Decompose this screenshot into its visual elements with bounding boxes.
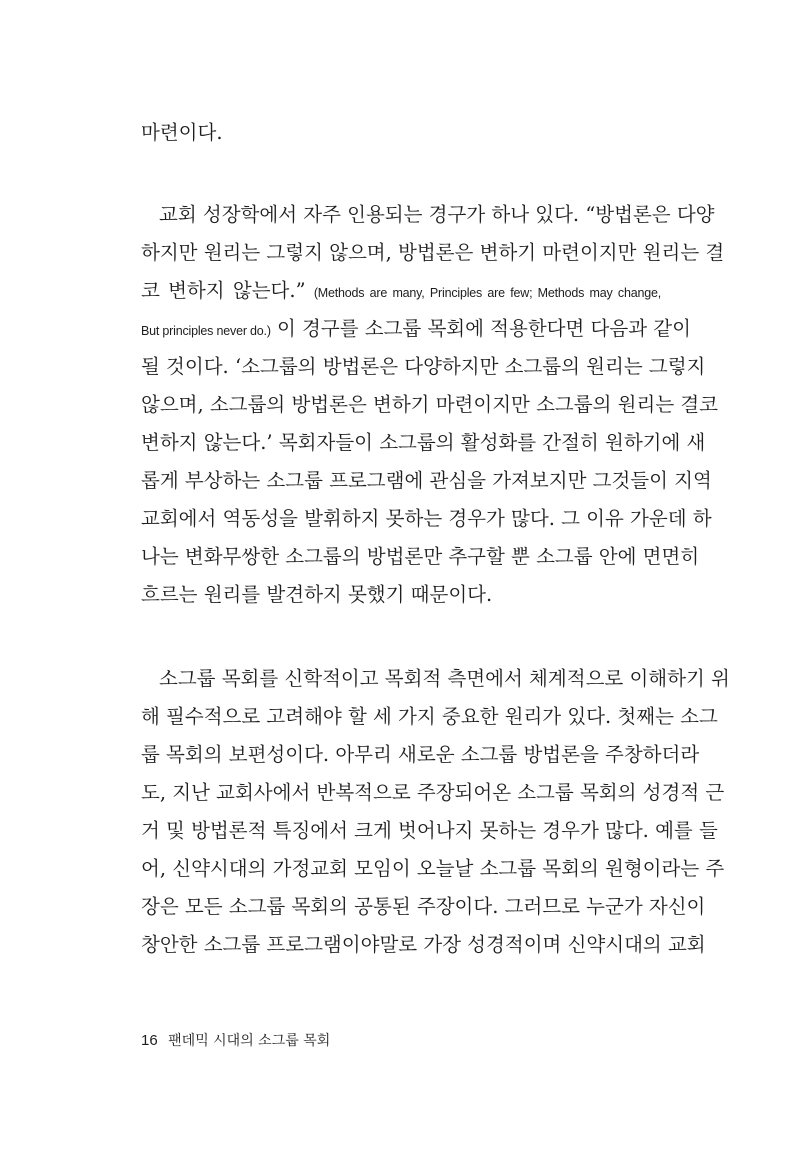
- page-number: 16: [141, 1032, 158, 1049]
- text-line: [141, 314, 691, 346]
- text-line: 해 필수적으로 고려해야 할 세 가지 중요한 원리가 있다. 첫째는 소그: [141, 705, 718, 728]
- text-line: 변하지 않는다.’ 목회자들이 소그룹의 활성화를 간절히 원하기에 새: [141, 431, 706, 454]
- text-line: 나는 변화무쌍한 소그룹의 방법론만 추구할 뿐 소그룹 안에 면면히: [141, 545, 700, 568]
- text-line: 하지만 원리는 그렇지 않으며, 방법론은 변하기 마련이지만 원리는 결: [141, 241, 725, 264]
- quote-application-text: 이 경구를 소그룹 목회에 적용한다면 다음과 같이: [277, 317, 691, 340]
- english-quote-text: (Methods are many, Principles are few; Methods may change,: [313, 286, 661, 300]
- text-line: 룹 목회의 보편성이다. 아무리 새로운 소그룹 방법론을 주창하더라: [141, 743, 700, 766]
- text-line: 교회 성장학에서 자주 인용되는 경구가 하나 있다. “방법론은 다양: [159, 203, 715, 226]
- text-line: 될 것이다. ‘소그룹의 방법론은 다양하지만 소그룹의 원리는 그렇지: [141, 355, 706, 378]
- text-line: 장은 모든 소그룹 목회의 공통된 주장이다. 그러므로 누군가 자신이: [141, 895, 706, 918]
- text-line: 소그룹 목회를 신학적이고 목회적 측면에서 체계적으로 이해하기 위: [159, 667, 730, 690]
- text-line: 거 및 방법론적 특징에서 크게 벗어나지 못하는 경우가 많다. 예를 들: [141, 819, 718, 842]
- text-line: 마련이다.: [141, 121, 223, 144]
- text-line: 롭게 부상하는 소그룹 프로그램에 관심을 가져보지만 그것들이 지역: [141, 469, 712, 492]
- text-line: 않으며, 소그룹의 방법론은 변하기 마련이지만 소그룹의 원리는 결코: [141, 393, 719, 416]
- text-line: 창안한 소그룹 프로그램이야말로 가장 성경적이며 신약시대의 교회: [141, 933, 706, 956]
- text-line: [141, 276, 661, 308]
- text-line: 교회에서 역동성을 발휘하지 못하는 경우가 많다. 그 이유 가운데 하: [141, 507, 712, 530]
- quote-end-text: 코 변하지 않는다.”: [141, 279, 306, 302]
- page-footer: [141, 1031, 330, 1051]
- english-quote-text: But principles never do.): [141, 324, 271, 338]
- text-line: 도, 지난 교회사에서 반복적으로 주장되어온 소그룹 목회의 성경적 근: [141, 781, 725, 804]
- text-line: 어, 신약시대의 가정교회 모임이 오늘날 소그룹 목회의 원형이라는 주: [141, 857, 725, 880]
- running-title: 팬데믹 시대의 소그룹 목회: [168, 1033, 331, 1049]
- text-line: 흐르는 원리를 발견하지 못했기 때문이다.: [141, 583, 493, 606]
